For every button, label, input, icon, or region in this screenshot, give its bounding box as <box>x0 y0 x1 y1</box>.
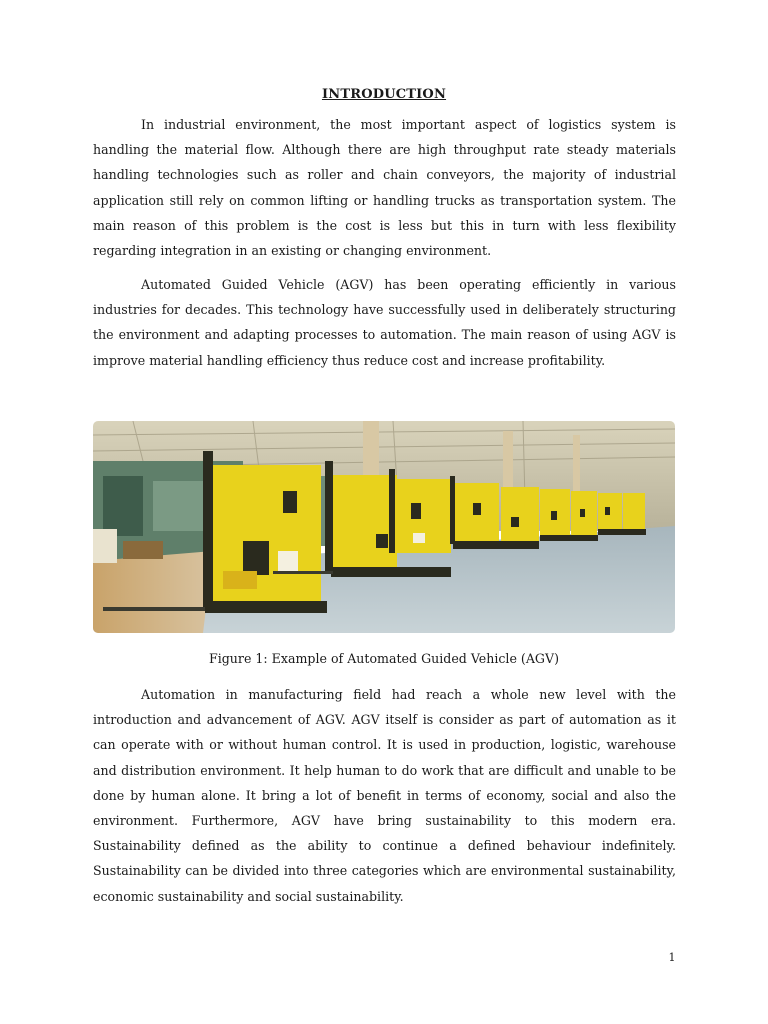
paragraph-logistics: In industrial environment, the most important aspect of logistics system is handling the material flow. Although there are high throughput rate steady materials handling technologies such as roller and chain conveyors, the majority of industrial application still rely on common lifting or handling trucks as transportation system. The main reason of this problem is the cost is less but this in turn with less flexibility regarding integration in an existing or changing environment. <box>93 117 676 259</box>
agv-photo <box>93 421 675 633</box>
agv-factory-illustration <box>93 421 675 633</box>
section-heading: INTRODUCTION <box>321 87 447 102</box>
paragraph-agv-overview: Automated Guided Vehicle (AGV) has been operating efficiently in various industries for decades. This technology have successfully used in deliberately structuring the environment and adapting processes to automation. The main reason of using AGV is improve material handling efficiency thus reduce cost and increase profitability. <box>93 277 676 368</box>
figure-caption: Figure 1: Example of Automated Guided Vehicle (AGV) <box>208 651 559 666</box>
page-number: 1 <box>668 951 676 964</box>
paragraph-automation: Automation in manufacturing field had reach a whole new level with the introduction and advancement of AGV. AGV itself is consider as part of automation as it can operate with or without human control. It is used in production, logistic, warehouse and distribution environment. It help human to do work that are difficult and unable to be done by human alone. It bring a lot of benefit in terms of economy, social and also the environment. Furthermore, AGV have bring sustainability to this modern era. Sustainability defined as the ability to continue a defined behaviour indefinitely. Sustainability can be divided into three categories which are environmental sustainability, economic sustainability and social sustainability. <box>93 687 676 904</box>
